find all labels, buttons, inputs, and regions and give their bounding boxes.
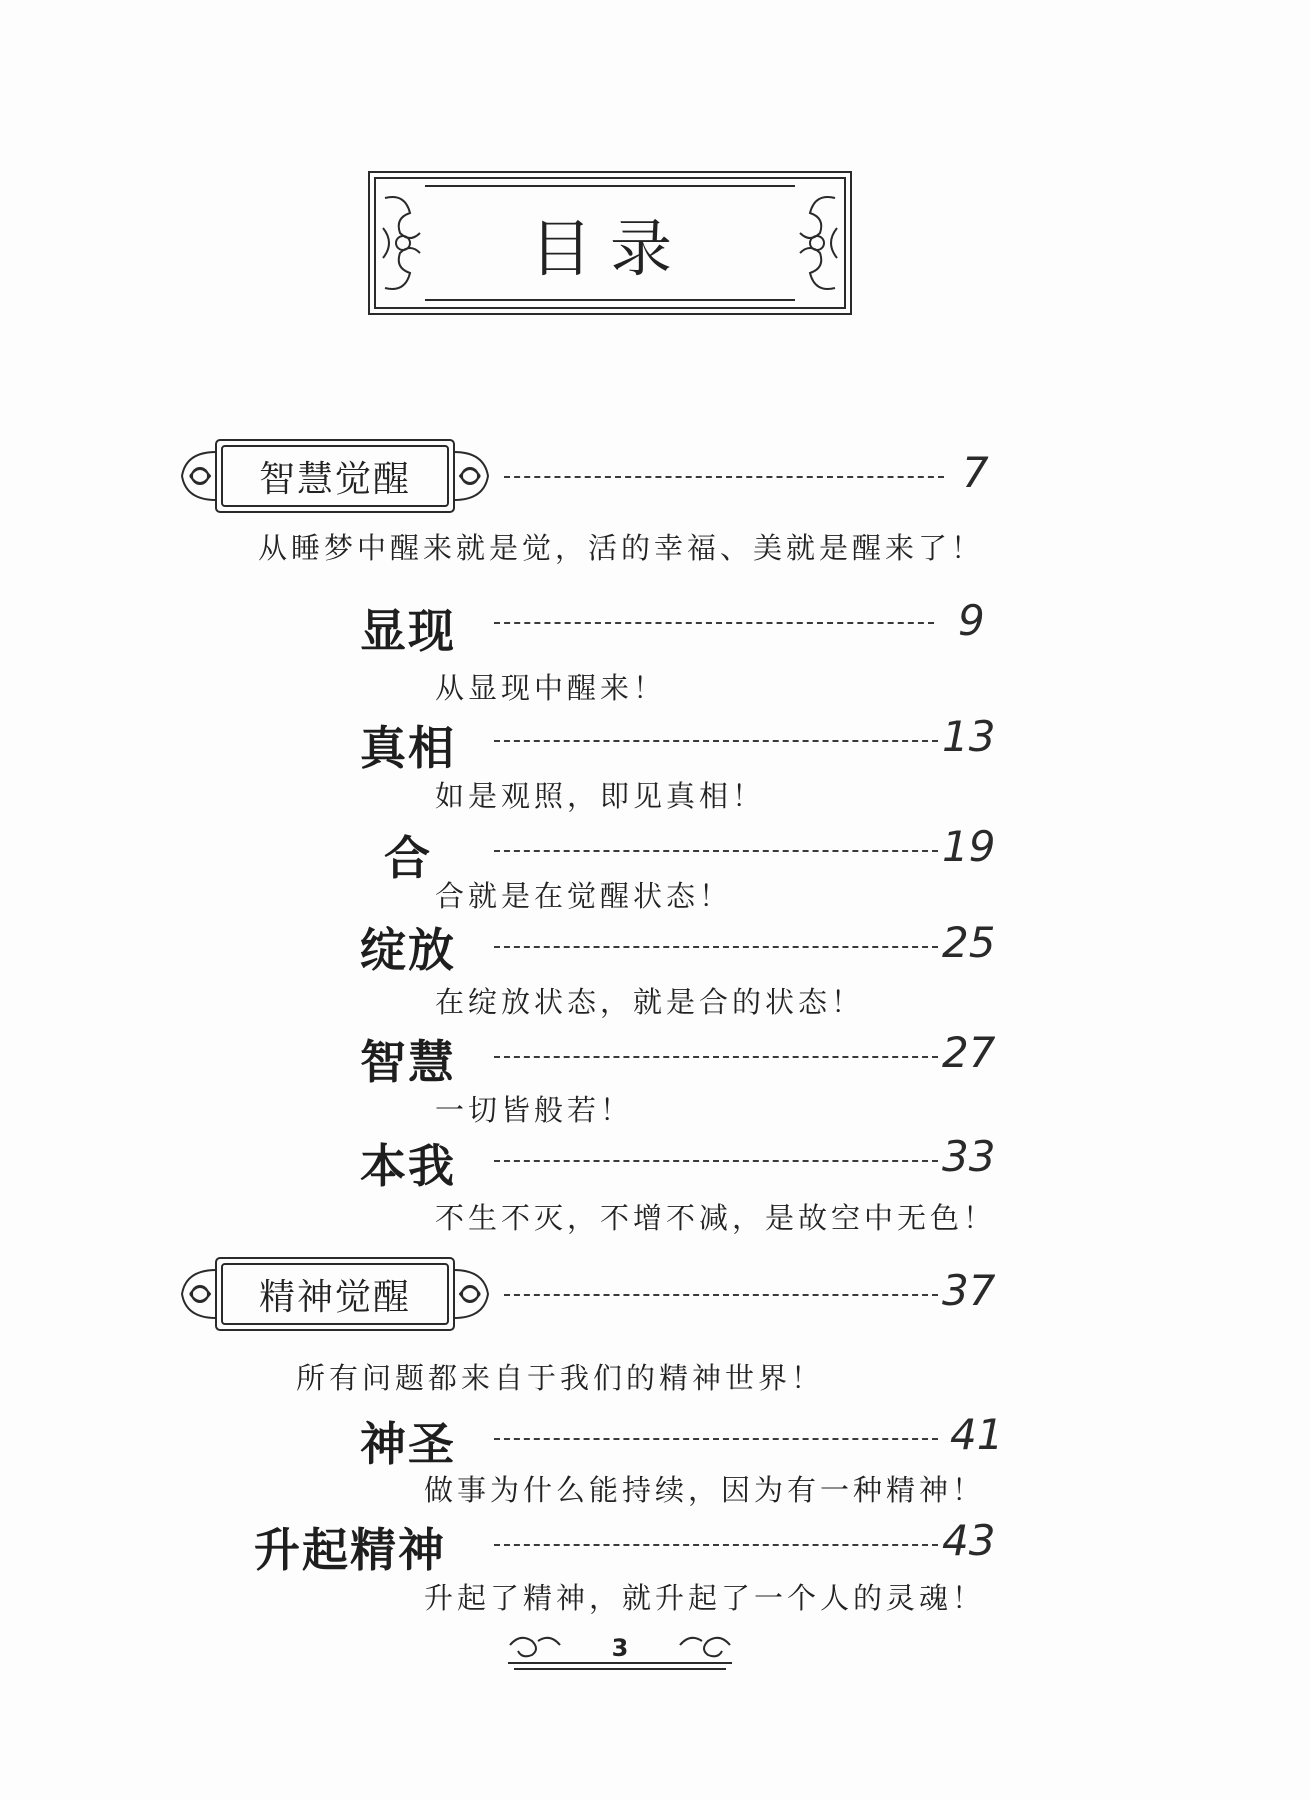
chapter-page-number: 25 — [942, 918, 996, 967]
chapter-title: 显现 — [360, 604, 456, 658]
dotted-leader — [504, 476, 944, 478]
chapter-description: 从显现中醒来！ — [435, 671, 667, 705]
page-number: 3 — [611, 1634, 629, 1662]
chapter-page-number: 27 — [942, 1028, 996, 1077]
chapter-description: 不生不灭，不增不减，是故空中无色！ — [435, 1201, 997, 1235]
chapter-page-number: 33 — [942, 1132, 996, 1181]
chapter-title: 绽放 — [360, 923, 456, 977]
page-footer — [500, 1625, 740, 1675]
chapter-title: 真相 — [360, 721, 456, 775]
dotted-leader — [504, 1294, 938, 1296]
dotted-leader — [494, 1056, 938, 1058]
dotted-leader — [494, 946, 938, 948]
section-badge-2 — [176, 1250, 494, 1338]
chapter-description: 一切皆般若！ — [435, 1093, 634, 1127]
section-title: 智慧觉醒 — [258, 458, 411, 500]
chapter-page-number: 41 — [950, 1410, 1004, 1459]
chapter-page-number: 9 — [958, 596, 985, 645]
chapter-title: 神圣 — [360, 1417, 456, 1471]
chapter-title: 本我 — [360, 1139, 456, 1193]
dotted-leader — [494, 1160, 938, 1162]
chapter-description: 如是观照，即见真相！ — [435, 779, 766, 813]
chapter-description: 在绽放状态，就是合的状态！ — [435, 985, 865, 1019]
dotted-leader — [494, 850, 938, 852]
section-subtitle: 从睡梦中醒来就是觉，活的幸福、美就是醒来了！ — [258, 531, 985, 565]
chapter-description: 合就是在觉醒状态！ — [435, 879, 733, 913]
chapter-title: 升起精神 — [254, 1523, 446, 1577]
dotted-leader — [494, 622, 934, 624]
chapter-title: 智慧 — [360, 1035, 456, 1089]
dotted-leader — [494, 1544, 938, 1546]
title-frame — [365, 168, 855, 318]
section-subtitle: 所有问题都来自于我们的精神世界！ — [296, 1361, 825, 1395]
dotted-leader — [494, 740, 938, 742]
chapter-page-number: 19 — [942, 822, 996, 871]
section-page-number: 7 — [962, 448, 989, 497]
page-title: 目录 — [529, 211, 690, 285]
chapter-title: 合 — [384, 831, 432, 885]
chapter-page-number: 43 — [942, 1516, 996, 1565]
section-page-number: 37 — [942, 1266, 996, 1315]
section-badge-1 — [176, 432, 494, 520]
chapter-page-number: 13 — [942, 712, 996, 761]
chapter-description: 做事为什么能持续，因为有一种精神！ — [424, 1473, 986, 1507]
section-title: 精神觉醒 — [258, 1276, 411, 1318]
dotted-leader — [494, 1438, 938, 1440]
chapter-description: 升起了精神，就升起了一个人的灵魂！ — [424, 1581, 986, 1615]
